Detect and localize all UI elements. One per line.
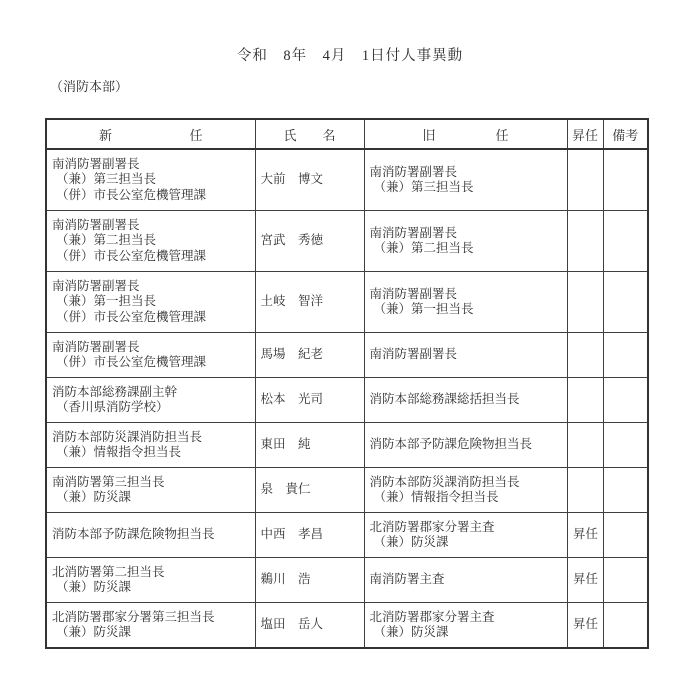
old-post-cell-line: 消防本部防災課消防担当長 [369,474,520,489]
old-post-cell [364,333,567,378]
new-post-cell [46,603,255,649]
new-post-cell [46,558,255,603]
header-promotion: 昇任 [567,119,603,149]
remarks-cell [603,378,648,423]
new-post-cell-line: （併）市長公室危機管理課 [56,248,207,263]
new-post-cell-line: 南消防署副署長 [52,278,140,293]
old-post-cell-line: （兼）防災課 [373,535,449,549]
document-title: 令和 8年 4月 1日付人事異動 [236,48,464,64]
header-old-post [364,119,567,149]
personnel-table [45,118,649,649]
new-post-cell-line: （兼）第一担当長 [56,294,157,309]
old-post-cell [364,149,567,211]
header-name-char2: 名 [322,127,336,143]
new-post-cell-line: （兼）防災課 [56,490,132,504]
name-cell [255,378,364,423]
new-post-cell-line: （兼）第三担当長 [56,172,157,187]
name-cell [255,211,364,272]
old-post-cell [364,513,567,558]
new-post-cell-line: （併）市長公室危機管理課 [56,187,207,202]
new-post-cell-line: （兼）情報指令担当長 [56,445,182,459]
header-name [255,119,364,149]
promotion-cell [567,149,603,211]
new-post-cell-line: （兼）防災課 [56,580,132,594]
header-remarks: 備考 [603,119,648,149]
name-cell-line: 中西 孝昌 [260,527,324,542]
header-old-post-char1: 旧 [422,127,436,143]
old-post-cell [364,558,567,603]
new-post-cell-line: 北消防署郡家分署第三担当長 [52,609,215,624]
old-post-cell [364,378,567,423]
table-row [46,468,648,513]
new-post-cell-line: （兼）第二担当長 [56,233,157,248]
table-row [46,513,648,558]
old-post-cell [364,423,567,468]
name-cell-line: 泉 貴仁 [260,482,311,497]
promotion-cell-line: 昇任 [572,617,598,632]
table-row [46,149,648,211]
name-cell-line: 土岐 智洋 [260,294,324,309]
name-cell-line: 宮武 秀徳 [260,233,324,248]
new-post-cell [46,468,255,513]
promotion-cell [567,211,603,272]
name-cell [255,333,364,378]
old-post-cell-line: （兼）第三担当長 [373,180,474,194]
header-new-post-char1: 新 [99,127,113,143]
promotion-cell [567,603,603,649]
promotion-cell [567,423,603,468]
new-post-cell [46,272,255,333]
remarks-cell [603,149,648,211]
header-name-char1: 氏 [283,127,297,143]
remarks-cell [603,423,648,468]
promotion-cell-line: 昇任 [572,572,598,587]
old-post-cell-line: 消防本部予防課危険物担当長 [369,437,533,452]
new-post-cell [46,333,255,378]
name-cell-line: 東田 純 [260,437,311,452]
name-cell [255,468,364,513]
promotion-cell [567,468,603,513]
new-post-cell-line: （兼）防災課 [56,625,132,639]
remarks-cell [603,513,648,558]
table-header-row [46,119,648,149]
promotion-cell [567,513,603,558]
name-cell-line: 大前 博文 [260,172,324,187]
old-post-cell-line: 北消防署郡家分署主査 [369,609,495,624]
department-label: （消防本部） [50,79,129,94]
new-post-cell-line: （香川県消防学校） [56,400,169,414]
table-row [46,603,648,649]
name-cell-line: 鵜川 浩 [260,572,311,587]
name-cell [255,423,364,468]
new-post-cell-line: 北消防署第二担当長 [52,564,165,579]
name-cell [255,149,364,211]
old-post-cell-line: （兼）防災課 [373,625,449,639]
header-new-post [46,119,255,149]
promotion-cell [567,333,603,378]
new-post-cell [46,378,255,423]
new-post-cell-line: 南消防署第三担当長 [52,474,165,489]
name-cell [255,558,364,603]
new-post-cell-line: （併）市長公室危機管理課 [56,309,207,324]
name-cell [255,603,364,649]
new-post-cell-line: 南消防署副署長 [52,339,140,354]
table-row [46,272,648,333]
old-post-cell-line: 南消防署副署長 [369,347,458,362]
old-post-cell-line: 北消防署郡家分署主査 [369,519,495,534]
new-post-cell [46,513,255,558]
old-post-cell-line: 南消防署副署長 [369,164,458,179]
old-post-cell-line: （兼）第二担当長 [373,241,474,255]
header-new-post-char2: 任 [189,127,203,143]
table-row [46,558,648,603]
remarks-cell [603,333,648,378]
promotion-cell [567,558,603,603]
old-post-cell-line: 南消防署副署長 [369,225,458,240]
table-row [46,423,648,468]
name-cell [255,513,364,558]
table-row [46,211,648,272]
new-post-cell [46,423,255,468]
new-post-cell-line: 消防本部予防課危険物担当長 [52,527,215,542]
old-post-cell-line: 消防本部総務課総括担当長 [369,392,520,407]
old-post-cell [364,603,567,649]
old-post-cell-line: 南消防署副署長 [369,286,458,301]
name-cell [255,272,364,333]
header-old-post-char2: 任 [495,127,509,143]
old-post-cell-line: （兼）第一担当長 [373,302,474,316]
new-post-cell-line: 消防本部総務課副主幹 [52,384,178,399]
promotion-cell-line: 昇任 [572,527,598,542]
new-post-cell-line: （併）市長公室危機管理課 [56,355,207,369]
name-cell-line: 塩田 岳人 [260,617,324,632]
new-post-cell-line: 南消防署副署長 [52,156,140,171]
old-post-cell [364,468,567,513]
new-post-cell-line: 消防本部防災課消防担当長 [52,429,203,444]
remarks-cell [603,558,648,603]
remarks-cell [603,603,648,649]
promotion-cell [567,378,603,423]
name-cell-line: 松本 光司 [260,392,324,407]
new-post-cell [46,211,255,272]
table-row [46,378,648,423]
old-post-cell-line: （兼）情報指令担当長 [373,490,499,504]
remarks-cell [603,272,648,333]
promotion-cell [567,272,603,333]
remarks-cell [603,468,648,513]
new-post-cell [46,149,255,211]
remarks-cell [603,211,648,272]
new-post-cell-line: 南消防署副署長 [52,217,140,232]
old-post-cell [364,211,567,272]
old-post-cell-line: 南消防署主査 [369,572,445,587]
table-row [46,333,648,378]
name-cell-line: 馬場 紀老 [260,347,324,362]
old-post-cell [364,272,567,333]
